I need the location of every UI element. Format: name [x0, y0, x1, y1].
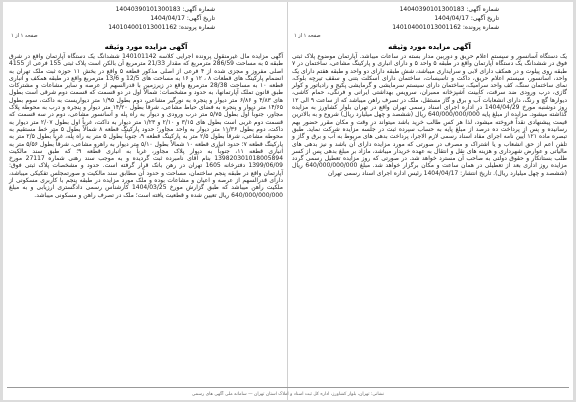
notice-column-right [288, 2, 573, 400]
case-number: شماره پرونده: 140104001013001162 [108, 24, 215, 31]
notice-date: تاریخ آگهی: 1404/04/17 [150, 15, 215, 22]
footer-divider [7, 387, 569, 388]
notice-title: آگهی مزایده مورد وثیقه [104, 43, 188, 51]
page-label: صفحه ۱ از ۱ [11, 33, 38, 39]
notice-date: تاریخ آگهی: 1404/04/17 [434, 15, 499, 22]
page-footer: نشانی: تهران، بلوار کشاورز، اداره کل ثبت اسناد و املاک استان تهران — سامانه ملی آگهی های رسمی [191, 392, 385, 397]
notice-number: شماره آگهی: 14040390101300183 [115, 6, 215, 13]
notice-body: آگهی مزایده مال غیرمنقول پرونده اجرایی کلاسه 140101142 ششدانگ یک دستگاه آپارتمان واقع در شرق طبقه ۵ به مساحت 286/59 مترمربع که مقدار 21/33 مترمربع آن بالکن است پلاک ثبتی 155 فرعی از 4155 اصلی مفروز و مجزی شده از ۴ فرعی از اصلی مذکور قطعه ۵ واقع در بخش ۱۱ حوزه ثبت ملک تهران به انضمام پارکینگ های قطعات ۸ ، ۱۲ و ۱۶ به مساحت های 12/5 و 13/6 مترمربع واقع در طبقه همکف و انباری قطعه ۱۰ به مساحت 28/38 مترمربع واقع در زیرزمین با قدرالسهم از عرصه و سایر مشاعات و مشترکات طبق قانون تملک آپارتمانها، به حدود و مشخصات: شمالاً اول در دو قسمت که قسمت دوم شرقی است بطول های ۴/۸۳ و ۶/۸۶ متر دیوار و پنجره به نورگیر مشاعی، دوم بطول ۱/۹۵ متر دیواریست به داکت، سوم بطول ۱۴/۶۵ متر دیوار و پنجره به فضای حیاط مشاعی، شرقاً بطول ۱۴/۲۰ متر دیوار و پنجره و درب به محوطه پلاک مجاور، جنوباً اول بطول ۵/۷۵ متر درب ورودی و دیوار به راه پله و آسانسور مشاعی، دوم در سه قسمت که قسمت دوم غربی است بطول های ۳/۱۵ و ۲/۱۰ و ۱/۲۳ متر دیوار به داکت، غرباً اول بطول ۲/۰۷ متر دیوار به داکت، دوم بطول ۱۱/۳۶ متر دیوار به واحد مجاور؛ حدود پارکینگ قطعه ۸ شمالاً بطول ۵ متر خط مستقیم به محوطه مشاعی، شرقاً بطول ۲/۵ متر به پارکینگ قطعه ۹، جنوباً بطول ۵ متر به راه پله، غرباً بطول ۲/۵ متر به پارکینگ قطعه ۷؛ حدود انباری قطعه ۱۰ شمالاً بطول ۵/۱۰ متر دیوار به راهرو مشاعی، شرقاً بطول ۵/۵۶ متر به انباری قطعه ۱۱، جنوباً به دیوار پلاک مجاور، غرباً به انباری قطعه ۹؛ که طبق سند مالکیت 139820301018005894 بنام آقای نامبرده ثبت گردیده و به موجب سند رهنی شماره 27117 مورخ 1399/06/09 دفترخانه 1605 تهران در رهن بانک قرار گرفته است. حدود و مشخصات پلاک ثبتی فوق: آپارتمان واقع در طبقه پنجم ساختمان، مساحت و حدود آن مطابق سند مالکیت و صورتمجلس تفکیکی میباشد، دارای قدرالسهم از عرصه و اعیان و مشاعات بوده و ملک مورد مزایده در طبقه پنجم با کاربری مسکونی از ملکیت راهن میباشد که طبق گزارش مورخ 1404/03/25 کارشناس رسمی دادگستری ارزیابی و به مبلغ 640/000/000/000 ریال تعیین شده و قطعیت یافته است؛ ملک در تصرف راهن و مسکونی میباشد. [9, 53, 284, 199]
notice-header [9, 2, 283, 42]
notice-meta [392, 5, 499, 32]
notice-column-left [3, 2, 288, 400]
document-page [3, 2, 573, 400]
notice-number: شماره آگهی: 14040390101300183 [399, 6, 499, 13]
notice-body: یک دستگاه آسانسور و سیستم اعلام حریق و دوربین مدار بسته در ساعات میباشد. آپارتمان موضوع پلاک ثبتی فوق در ششدانگ یک دستگاه آپارتمان واقع در طبقه ۵ واحد ۵ و دارای انباری و پارکینگ مشاعی، ساختمان در ۷ طبقه روی پیلوت و در همکف دارای لابی و سرایداری میباشد، شش طبقه دارای دو واحد و طبقه هفتم دارای یک واحد، آسانسور، سیستم اعلام حریق، داکت و تاسیسات، ساختمان دارای اسکلت بتنی و سقف تیرچه بلوک، نمای ساختمان سنگ، کف واحد سرامیک، ساختمان دارای سیستم سرمایشی و گرمایشی پکیج و رادیاتور و کولر گازی، درب ورودی ضد سرقت، کابینت آشپزخانه ممبران، سرویس بهداشتی ایرانی و فرنگی، حمام کاشی، دیوارها گچ و رنگ، دارای انشعابات آب و برق و گاز مستقل، ملک در تصرف راهن میباشد که از ساعت ۹ الی ۱۲ روز دوشنبه مورخ 1404/04/29 در اداره اجرای اسناد رسمی تهران واقع در تهران بلوار کشاورز به مزایده گذاشته میشود. مزایده از مبلغ پایه 640/000/000/000 ریال (ششصد و چهل میلیارد ریال) شروع و به بالاترین قیمت پیشنهادی نقداً فروخته میشود، لذا هر کس طالب خرید باشد میتواند در وقت و مکان مقرر حضور بهم رسانیده و پس از پرداخت ده درصد از مبلغ پایه به حساب سپرده ثبت در جلسه مزایده شرکت نماید. طبق تبصره ماده ۱۲۱ آیین نامه اجرای مفاد اسناد رسمی لازم الاجرا، پرداخت بدهی های مربوط به آب و برق و گاز و تلفن اعم از حق انشعاب و یا اشتراک و مصرف در صورتی که مورد مزایده دارای آن باشد و نیز بدهی های مالیاتی و عوارض شهرداری و هزینه های نقل و انتقال به عهده خریدار میباشد، مازاد بر مبلغ بدهی پس از کسر طلب بستانکار و حقوق دولتی به صاحب آن مسترد خواهد شد. در صورتی که روز مزایده تعطیل رسمی گردد مزایده روز اداری بعد از تعطیلی در همان ساعت و مکان برگزار خواهد شد. مبلغ 640/000/000/000 ریال (ششصد و چهل میلیارد ریال). تاریخ انتشار: 1404/04/17 رئیس اداره اجرای اسناد رسمی تهران [292, 53, 567, 177]
page-label: صفحه ۱ از ۱ [294, 33, 321, 39]
notice-title: آگهی مزایده مورد وثیقه [388, 43, 471, 51]
notice-meta [108, 5, 215, 32]
case-number: شماره پرونده: 140104001013001162 [392, 24, 499, 31]
notice-header [292, 2, 567, 42]
